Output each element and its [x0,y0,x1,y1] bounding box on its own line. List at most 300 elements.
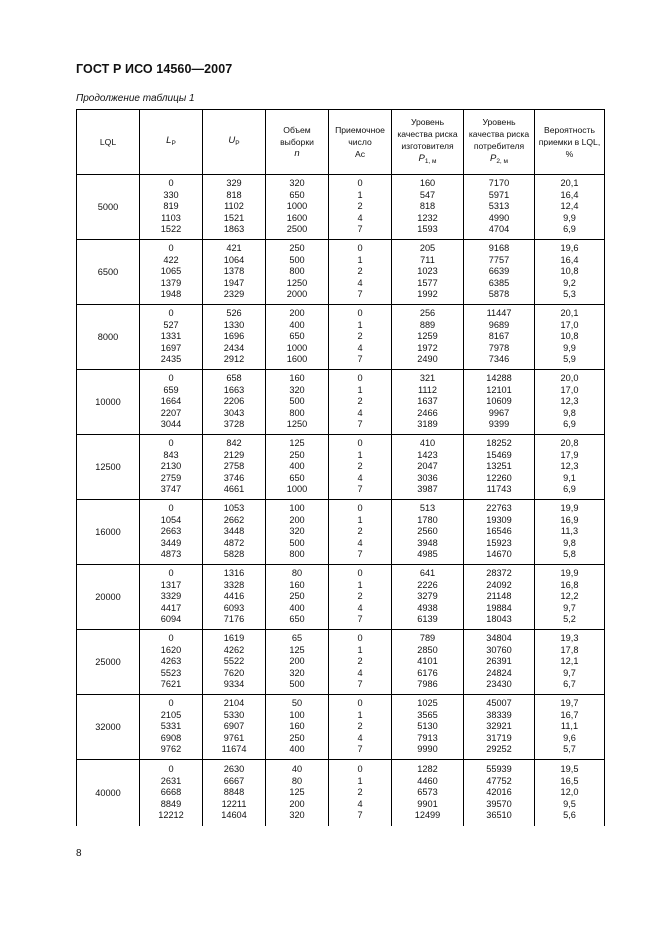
p1-value: 1593 [417,224,438,235]
n-value: 80 [291,775,303,786]
n-value: 400 [289,744,305,755]
prob-value: 20,0 [560,373,579,384]
ac-cell [329,760,392,827]
table-row [77,435,605,500]
p2-value: 7346 [488,354,510,365]
up-value: 1053 [223,503,245,514]
n-value: 100 [289,709,305,720]
n-value: 500 [289,679,305,690]
up-value: 6667 [223,775,245,786]
table-header-row [77,110,605,175]
up-value: 1947 [223,277,245,288]
ac-cell [329,565,392,630]
prob-value: 19,5 [560,764,579,775]
n-value: 1000 [286,201,308,212]
n-value: 250 [289,591,305,602]
ac-value: 7 [357,744,363,755]
p2-value: 4990 [488,212,510,223]
prob-value: 12,1 [560,656,579,667]
lp-value: 2207 [160,407,182,418]
lp-value: 4873 [160,549,182,560]
lp-value: 843 [163,449,179,460]
prob-value: 10,8 [560,266,579,277]
p1-value: 2226 [417,579,438,590]
lp-value: 0 [168,764,174,775]
table-row [77,305,605,370]
lp-value: 1620 [160,644,182,655]
n-value: 2000 [286,289,308,300]
ac-value: 1 [357,384,363,395]
ac-cell [329,630,392,695]
p1-value: 1025 [417,698,438,709]
p1-value: 2560 [417,526,438,537]
ac-cell [329,500,392,565]
ac-value: 0 [357,243,363,254]
p2-cell [464,630,535,695]
up-cell [203,305,266,370]
lp-value: 4417 [160,602,182,613]
p1-value: 4460 [417,775,438,786]
n-cell [266,500,329,565]
n-value: 650 [289,331,305,342]
prob-value: 9,7 [563,602,576,613]
p1-value: 410 [419,438,436,449]
p1-value: 1023 [417,266,438,277]
up-value: 9334 [223,679,245,690]
prob-value: 16,8 [560,579,579,590]
sampling-plan-table [76,109,605,826]
prob-value: 6,7 [563,679,576,690]
up-value: 5522 [223,656,245,667]
ac-value: 1 [357,709,363,720]
table-row [77,240,605,305]
up-value: 3728 [223,419,245,430]
prob-value: 19,3 [560,633,579,644]
lp-value: 1317 [160,579,182,590]
lp-value: 819 [163,201,179,212]
p1-value: 6176 [417,667,438,678]
lp-value: 330 [163,189,179,200]
lp-value: 2663 [160,526,182,537]
table-row [77,500,605,565]
p1-value: 205 [419,243,436,254]
lp-cell [140,565,203,630]
page-number: 8 [76,848,82,859]
prob-value: 16,5 [560,775,579,786]
n-cell [266,565,329,630]
lp-value: 1103 [161,212,181,223]
p2-value: 39570 [486,798,512,809]
n-value: 250 [289,243,305,254]
prob-value: 6,9 [563,484,576,495]
up-value: 3043 [223,407,245,418]
lp-cell [140,760,203,827]
up-value: 3448 [223,526,245,537]
p2-value: 15923 [486,537,512,548]
up-value: 4416 [223,591,245,602]
n-value: 125 [289,438,305,449]
p1-value: 2466 [417,407,438,418]
ac-cell [329,435,392,500]
prob-cell [535,630,605,695]
p2-value: 30760 [486,644,512,655]
lp-value: 1697 [160,342,182,353]
up-value: 4661 [223,484,245,495]
up-value: 3328 [223,579,245,590]
p1-value: 6573 [417,787,438,798]
prob-value: 20,1 [560,308,579,319]
lp-value: 0 [168,308,174,319]
p2-value: 24092 [486,579,512,590]
ac-cell [329,370,392,435]
n-value: 500 [289,537,305,548]
n-value: 200 [289,798,305,809]
prob-value: 5,8 [563,549,576,560]
p2-value: 29252 [486,744,512,755]
p1-cell [392,500,464,565]
p2-value: 24824 [486,667,512,678]
p2-value: 7757 [488,254,510,265]
p2-value: 14670 [486,549,512,560]
lp-value: 1379 [160,277,182,288]
n-value: 500 [289,254,305,265]
n-value: 1000 [286,342,308,353]
p2-value: 22763 [486,503,512,514]
n-value: 65 [291,633,303,644]
prob-value: 12,3 [560,461,579,472]
up-cell [203,370,266,435]
up-value: 1619 [223,633,245,644]
ac-value: 7 [357,289,363,300]
p1-value: 1423 [417,449,438,460]
ac-cell [329,695,392,760]
n-value: 200 [289,308,305,319]
up-value: 2912 [223,354,245,365]
p2-value: 19884 [486,602,512,613]
p2-value: 47752 [486,775,512,786]
col-header-sample-size: Объем выборки n [266,110,329,175]
col-header-up: $U_P$ [203,110,266,175]
p1-value: 2490 [417,354,438,365]
up-value: 1663 [223,384,245,395]
p2-value: 5878 [488,289,510,300]
n-cell [266,370,329,435]
p2-value: 9689 [488,319,510,330]
p1-value: 256 [419,308,436,319]
up-value: 421 [226,243,242,254]
p2-value: 19309 [486,514,512,525]
ac-value: 7 [357,419,363,430]
up-value: 329 [226,178,242,189]
p2-value: 8167 [488,331,510,342]
lp-value: 6668 [160,787,182,798]
p1-value: 1637 [417,396,438,407]
p2-cell [464,565,535,630]
ac-value: 4 [357,537,363,548]
p2-cell [464,760,535,827]
ac-value: 2 [357,266,363,277]
n-value: 650 [289,472,305,483]
ac-value: 2 [357,787,363,798]
up-value: 2129 [223,449,245,460]
p1-value: 160 [419,178,436,189]
n-value: 1000 [286,484,308,495]
ac-value: 7 [357,549,363,560]
lp-value: 0 [168,568,174,579]
n-value: 650 [289,614,305,625]
p1-value: 7986 [417,679,438,690]
p1-cell [392,565,464,630]
lp-value: 8849 [160,798,182,809]
up-value: 2758 [223,461,245,472]
p2-value: 26391 [486,656,512,667]
ac-value: 1 [357,449,363,460]
up-value: 2662 [223,514,245,525]
ac-cell [329,175,392,240]
p2-value: 36510 [486,810,512,821]
ac-value: 0 [357,308,363,319]
ac-value: 4 [357,472,363,483]
up-value: 7176 [223,614,245,625]
p1-cell [392,435,464,500]
ac-value: 7 [357,614,363,625]
n-cell [266,630,329,695]
lp-cell [140,695,203,760]
p1-value: 1282 [417,764,438,775]
prob-value: 5,9 [563,354,576,365]
col-header-lp: $L_P$ [140,110,203,175]
p1-value: 12499 [414,810,441,821]
ac-value: 0 [357,633,363,644]
up-value: 2206 [223,396,245,407]
p2-value: 14288 [486,373,512,384]
lql-cell: 16000 [77,500,140,565]
p2-value: 9399 [488,419,510,430]
p1-value: 889 [419,319,436,330]
up-value: 9761 [223,732,245,743]
p1-value: 3036 [417,472,438,483]
p1-value: 4985 [417,549,438,560]
up-value: 1316 [223,568,245,579]
prob-value: 17,8 [560,644,579,655]
n-cell [266,760,329,827]
ac-value: 2 [357,721,363,732]
ac-value: 1 [357,254,363,265]
lp-value: 527 [163,319,179,330]
n-value: 1250 [286,419,308,430]
up-value: 2434 [223,342,245,353]
up-value: 842 [226,438,242,449]
lp-value: 0 [168,698,174,709]
up-value: 2104 [223,698,245,709]
p2-value: 38339 [486,709,512,720]
table-row [77,565,605,630]
n-cell [266,435,329,500]
lql-cell: 6500 [77,240,140,305]
prob-value: 11,3 [560,526,579,537]
p1-value: 1992 [417,289,438,300]
col-header-acceptance-number: Приемочное число Ac [329,110,392,175]
up-value: 658 [226,373,242,384]
lp-value: 3329 [160,591,182,602]
p2-cell [464,305,535,370]
lp-value: 9762 [160,744,182,755]
n-value: 320 [289,526,305,537]
lql-cell: 25000 [77,630,140,695]
ac-value: 0 [357,503,363,514]
prob-cell [535,435,605,500]
ac-value: 4 [357,732,363,743]
lql-cell: 20000 [77,565,140,630]
p1-cell [392,305,464,370]
ac-value: 0 [357,698,363,709]
lp-value: 6908 [160,732,182,743]
n-value: 200 [289,514,305,525]
p2-value: 18043 [486,614,512,625]
lp-value: 1331 [160,331,182,342]
n-value: 50 [291,698,303,709]
prob-value: 9,6 [563,732,576,743]
prob-cell [535,305,605,370]
up-cell [203,175,266,240]
lp-value: 2631 [160,775,182,786]
up-value: 818 [226,189,242,200]
p2-value: 34804 [486,633,512,644]
p1-value: 1972 [417,342,438,353]
p2-value: 21148 [486,591,512,602]
p2-cell [464,435,535,500]
prob-value: 9,9 [563,342,576,353]
lp-value: 0 [168,633,174,644]
lp-value: 5331 [160,721,182,732]
n-value: 250 [289,732,305,743]
ac-value: 0 [357,764,363,775]
p1-value: 1259 [417,331,438,342]
prob-value: 11,1 [560,721,579,732]
ac-value: 4 [357,407,363,418]
prob-value: 17,0 [560,384,579,395]
lp-value: 0 [168,243,174,254]
p1-value: 2047 [417,461,438,472]
ac-value: 2 [357,461,363,472]
prob-value: 17,9 [560,449,579,460]
table-row [77,695,605,760]
p1-value: 5130 [417,721,438,732]
n-value: 800 [289,407,305,418]
prob-value: 19,6 [560,243,579,254]
p1-cell [392,695,464,760]
lp-value: 12212 [158,810,184,821]
up-cell [203,695,266,760]
p1-cell [392,175,464,240]
table-caption: Продолжение таблицы 1 [76,93,195,104]
prob-value: 9,9 [563,212,576,223]
p2-value: 4704 [488,224,510,235]
up-value: 1102 [224,201,244,212]
prob-value: 9,8 [563,407,576,418]
p2-value: 13251 [486,461,512,472]
p2-value: 5971 [488,189,510,200]
p1-cell [392,240,464,305]
p2-cell [464,240,535,305]
prob-value: 9,7 [563,667,576,678]
p2-cell [464,175,535,240]
ac-value: 2 [357,526,363,537]
p1-value: 711 [420,254,435,265]
n-value: 650 [289,189,305,200]
p1-value: 321 [419,373,436,384]
ac-value: 7 [357,484,363,495]
n-value: 400 [289,461,305,472]
ac-value: 1 [357,579,363,590]
p2-value: 11447 [486,308,512,319]
lp-value: 1664 [160,396,182,407]
ac-value: 4 [357,277,363,288]
n-value: 500 [289,396,305,407]
lp-cell [140,370,203,435]
prob-value: 19,7 [560,698,579,709]
prob-cell [535,695,605,760]
lp-cell [140,175,203,240]
lp-cell [140,435,203,500]
lp-value: 2130 [160,461,182,472]
p1-value: 9901 [417,798,438,809]
prob-value: 6,9 [563,419,576,430]
p2-value: 45007 [486,698,512,709]
prob-value: 12,4 [560,201,579,212]
lp-cell [140,240,203,305]
up-cell [203,630,266,695]
lp-value: 0 [168,438,174,449]
up-value: 1378 [223,266,245,277]
p1-value: 3189 [417,419,438,430]
n-value: 80 [291,568,303,579]
prob-cell [535,370,605,435]
ac-value: 4 [357,667,363,678]
n-value: 1250 [286,277,308,288]
p1-value: 1232 [417,212,438,223]
n-value: 2500 [286,224,308,235]
p2-value: 42016 [486,787,512,798]
p1-value: 818 [419,201,436,212]
p1-value: 3279 [417,591,438,602]
p1-value: 4938 [417,602,438,613]
up-value: 4262 [223,644,245,655]
ac-value: 1 [357,644,363,655]
ac-value: 7 [357,679,363,690]
p2-value: 31719 [486,732,512,743]
up-value: 6093 [223,602,245,613]
up-value: 2329 [223,289,245,300]
p1-value: 789 [419,633,436,644]
p1-value: 547 [419,189,436,200]
ac-value: 4 [357,212,363,223]
lp-value: 2105 [160,709,182,720]
up-value: 3746 [223,472,245,483]
n-value: 250 [289,449,305,460]
up-value: 4872 [223,537,245,548]
lp-cell [140,305,203,370]
lql-cell: 5000 [77,175,140,240]
p1-cell [392,760,464,827]
n-value: 400 [289,602,305,613]
lp-value: 6094 [160,614,182,625]
n-value: 320 [289,384,305,395]
n-value: 800 [289,266,305,277]
p1-cell [392,370,464,435]
p2-cell [464,695,535,760]
p2-value: 15469 [486,449,512,460]
